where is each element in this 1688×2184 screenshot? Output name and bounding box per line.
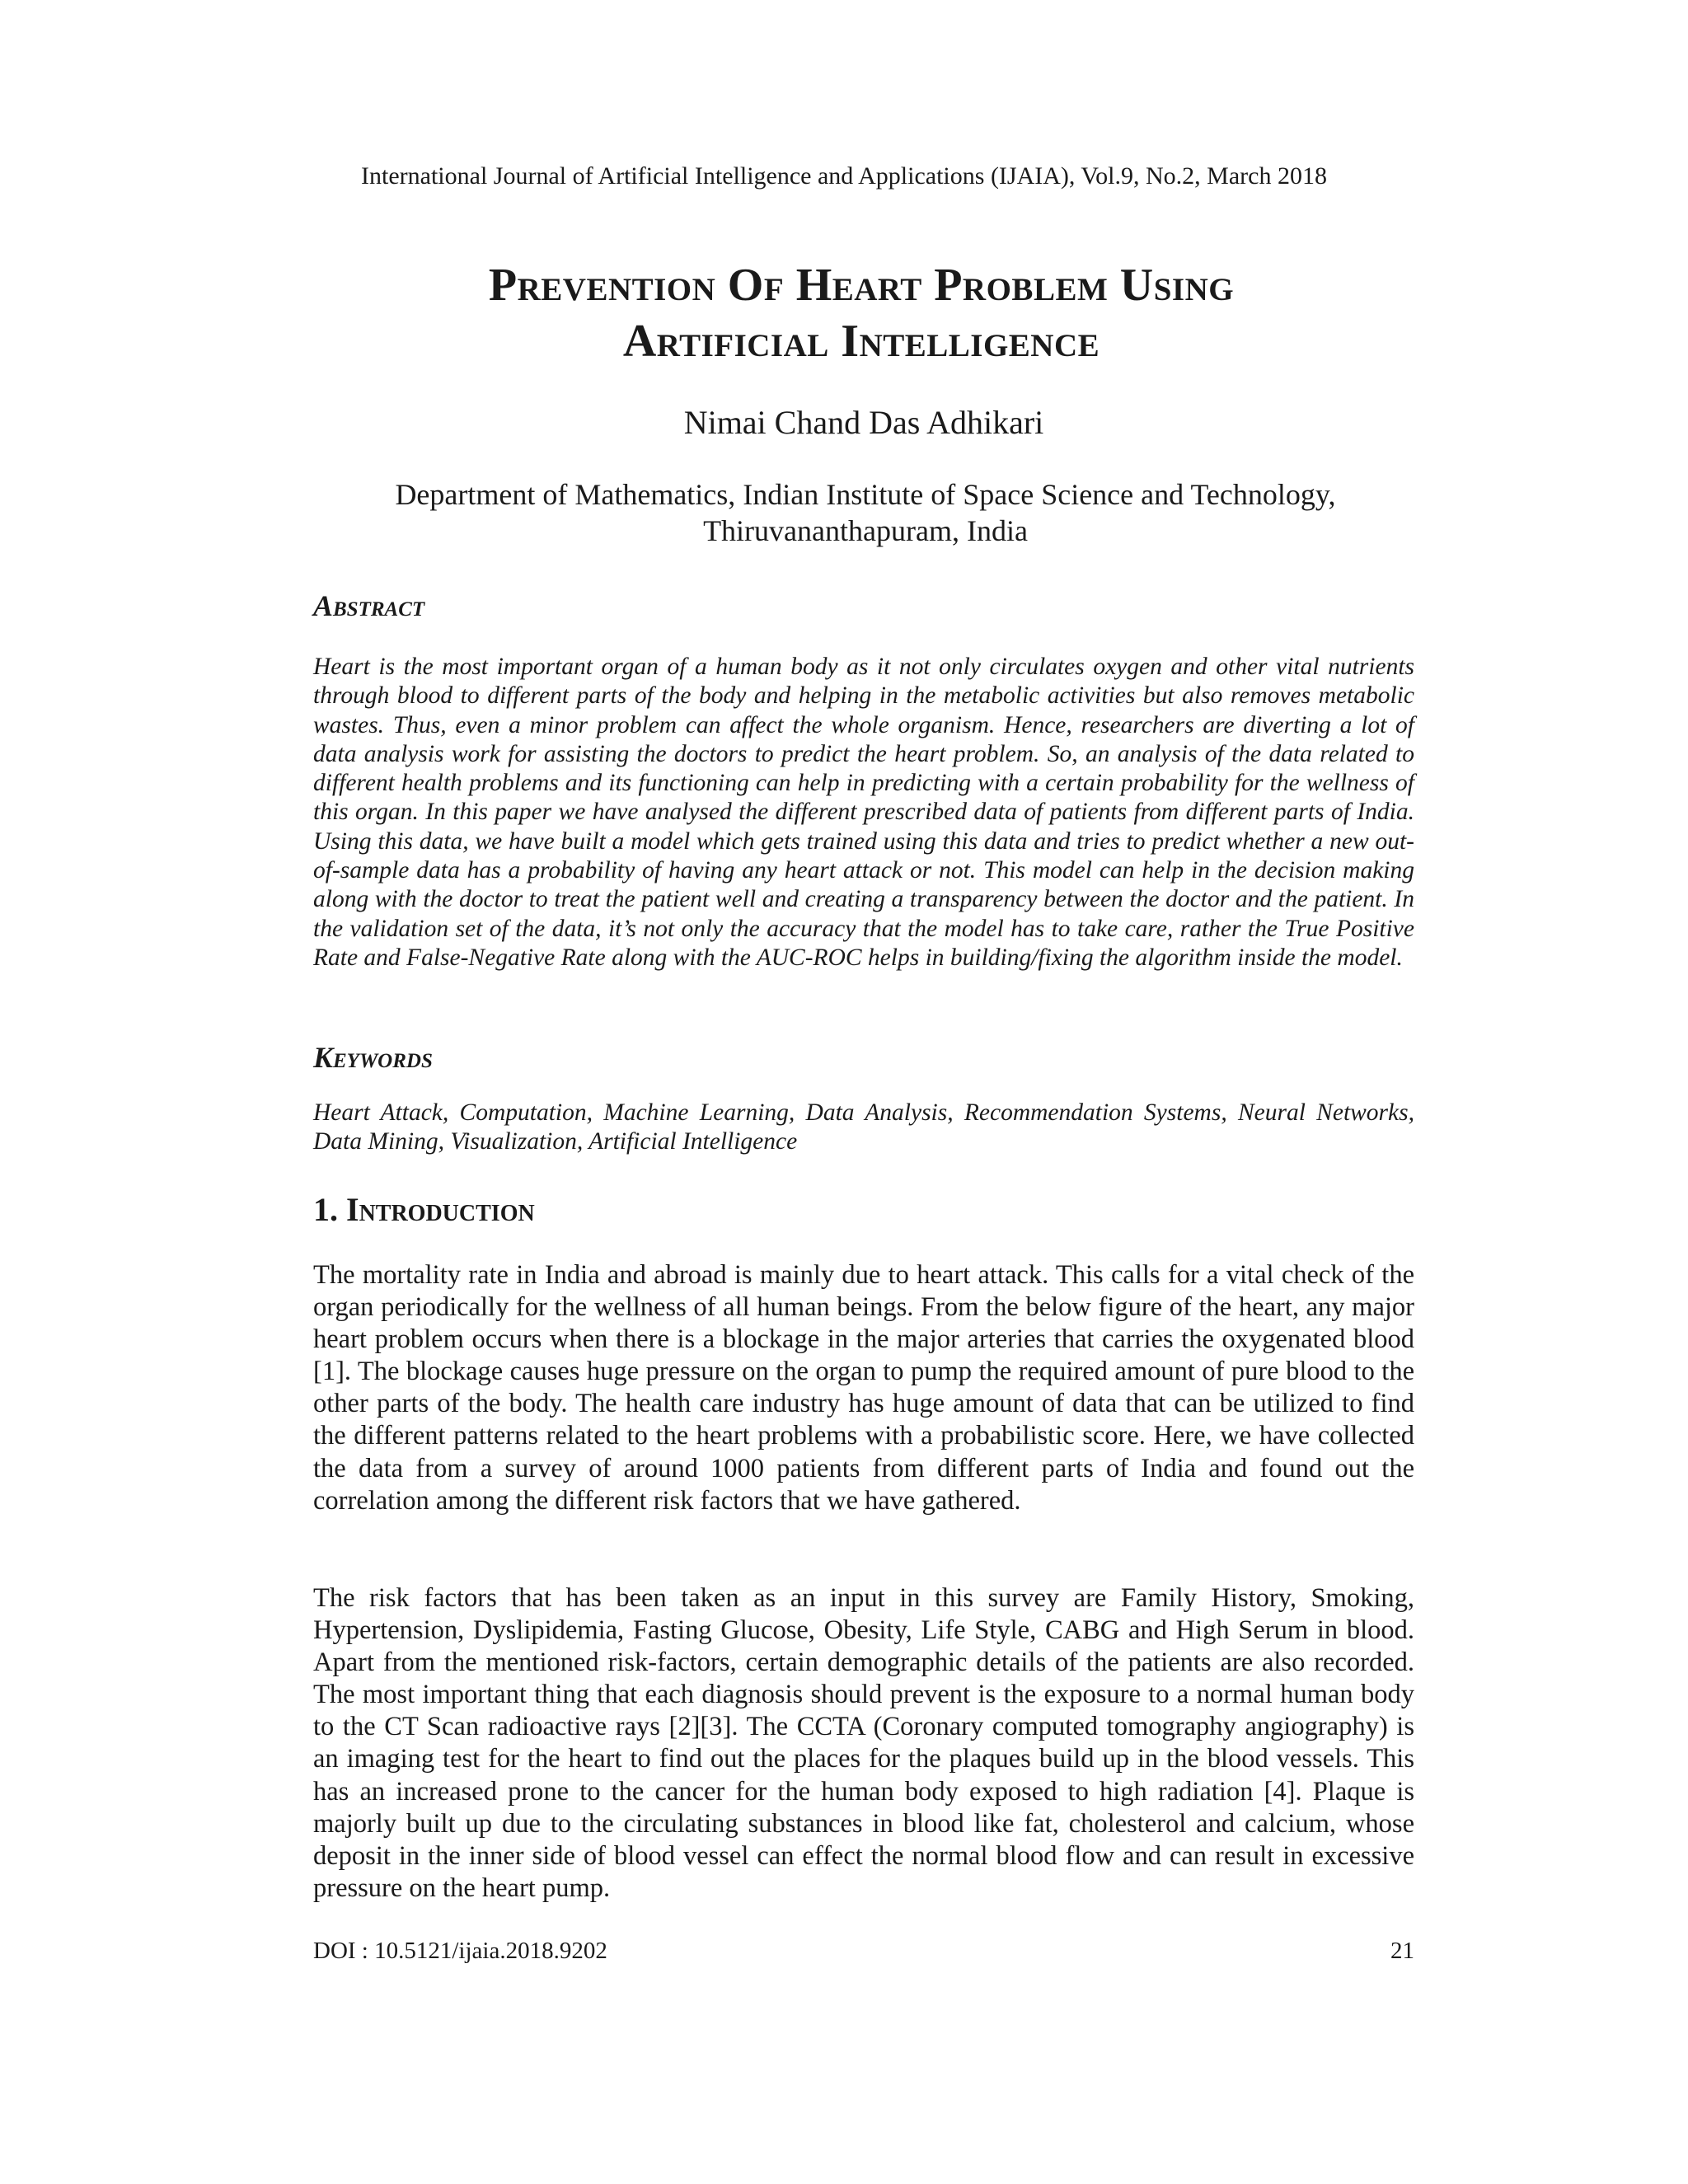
introduction-paragraph-2: The risk factors that has been taken as an input in this survey are Family History, Smoking, Hypertension, Dyslipidemia, Fasting Glucose, Obesity, Life Style, CABG and High Serum in blood. Apart from the mentioned risk-factors, certain demographic details of the patients are also recorded. The most important thing that each diagnosis should prevent is the exposure to a normal human body to the CT Scan radioactive rays [2][3]. The CCTA (Coronary computed tomography angiography) is an imaging test for the heart to find out the places for the plaques build up in the blood vessels. This has an increased prone to the cancer for the human body exposed to high radiation [4]. Plaque is majorly built up due to the circulating substances in blood like fat, cholesterol and calcium, whose deposit in the inner side of blood vessel can effect the normal blood flow and can result in excessive pressure on the heart pump. [313, 1583, 1414, 1903]
title-line-2: Artificial Intelligence [622, 316, 1100, 367]
keywords-text: Heart Attack, Computation, Machine Learning, Data Analysis, Recommendation Systems, Neural Networks, Data Mining, Visualization, Artificial Intelligence [313, 1099, 1414, 1155]
introduction-paragraph-1: The mortality rate in India and abroad is mainly due to heart attack. This calls for a vital check of the organ periodically for the wellness of all human beings. From the below figure of the heart, any major heart problem occurs when there is a blockage in the major arteries that carries the oxygenated blood [1]. The blockage causes huge pressure on the organ to pump the required amount of pure blood to the other parts of the body. The health care industry has huge amount of data that can be utilized to find the different patterns related to the heart problems with a probabilistic score. Here, we have collected the data from a survey of around 1000 patients from different parts of India and found out the correlation among the different risk factors that we have gathered. [313, 1260, 1414, 1516]
author-name: Nimai Chand Das Adhikari [683, 404, 1044, 441]
affiliation-line-1: Department of Mathematics, Indian Institute of Space Science and Technology, [395, 478, 1336, 511]
abstract-text: Heart is the most important organ of a human body as it not only circulates oxygen and other vital nutrients through blood to different parts of the body and helping in the metabolic activities but also removes metabolic wastes. Thus, even a minor problem can affect the whole organism. Hence, researchers are diverting a lot of data analysis work for assisting the doctors to predict the heart problem. So, an analysis of the data related to different health problems and its functioning can help in predicting with a certain probability for the wellness of this organ. In this paper we have analysed the different prescribed data of patients from different parts of India. Using this data, we have built a model which gets trained using this data and tries to predict whether a new out-of-sample data has a probability of having any heart attack or not. This model can help in the decision making along with the doctor to treat the patient well and creating a transparency between the doctor and the patient. In the validation set of the data, it’s not only the accuracy that the model has to take care, rather the True Positive Rate and False-Negative Rate along with the AUC-ROC helps in building/fixing the algorithm inside the model. [313, 654, 1414, 971]
affiliation-line-2: Thiruvananthapuram, India [703, 514, 1028, 547]
doi-footer: DOI : 10.5121/ijaia.2018.9202 [313, 1938, 607, 1964]
journal-header: International Journal of Artificial Intelligence and Applications (IJAIA), Vol.9, No.2, March 2018 [361, 162, 1327, 190]
abstract-heading: Abstract [313, 589, 425, 622]
title-line-1: Prevention Of Heart Problem Using [488, 260, 1235, 311]
page-number: 21 [1390, 1938, 1414, 1964]
author-affiliation [313, 476, 1418, 549]
keywords-heading: Keywords [313, 1041, 433, 1074]
introduction-heading: 1. Introduction [313, 1191, 535, 1228]
paper-title [313, 257, 1409, 369]
